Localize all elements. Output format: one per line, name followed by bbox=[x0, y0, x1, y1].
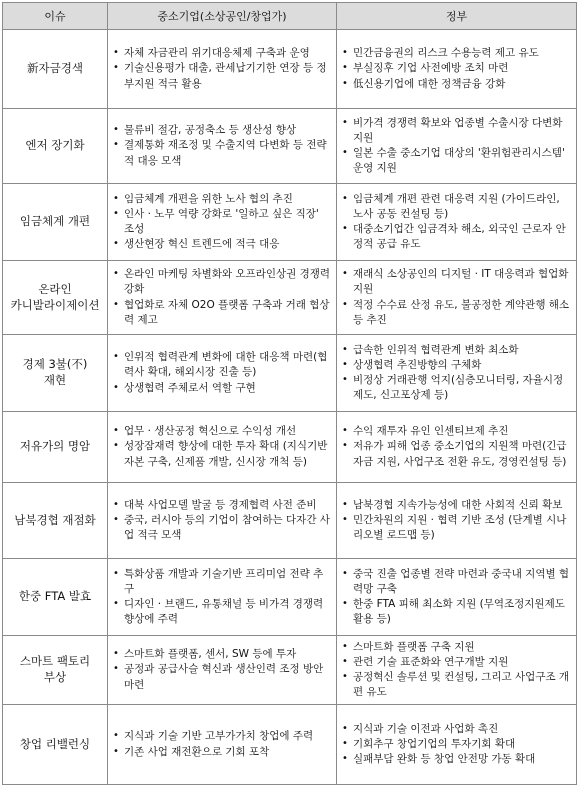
list-item bbox=[112, 267, 332, 297]
table-body bbox=[3, 30, 577, 785]
list-item bbox=[112, 123, 332, 138]
sme-cell bbox=[108, 261, 337, 335]
bullet-icon: • bbox=[342, 298, 348, 310]
bullet-icon: • bbox=[113, 192, 119, 204]
list-item-text: 협업화로 자체 O2O 플랫폼 구축과 거래 협상력 제고 bbox=[124, 298, 330, 326]
list-item-text: 민간차원의 지원 · 협력 기반 조성 (단계별 시나리오별 로드맵 등) bbox=[353, 513, 567, 542]
list-item-text: 온라인 마케팅 차별화와 오프라인상권 경쟁력 강화 bbox=[124, 268, 331, 296]
header-row bbox=[3, 3, 577, 30]
bullet-icon: • bbox=[342, 358, 348, 370]
sme-cell bbox=[108, 335, 337, 412]
bullet-icon: • bbox=[342, 147, 348, 158]
list-item bbox=[341, 722, 572, 737]
bullet-icon: • bbox=[342, 192, 348, 204]
table-row bbox=[3, 483, 577, 559]
list-item bbox=[341, 640, 572, 655]
bullet-icon: • bbox=[342, 440, 348, 452]
list-item bbox=[112, 424, 332, 439]
list-item-text: 자체 자금관리 위기대응체제 구축과 운영 bbox=[124, 47, 310, 60]
list-item-text: 한중 FTA 피해 최소화 지원 (무역조정지원제도 활용 등) bbox=[353, 598, 565, 626]
list-item bbox=[341, 752, 572, 767]
bullet-icon: • bbox=[113, 207, 119, 219]
list-item bbox=[112, 513, 332, 543]
table-row bbox=[3, 335, 577, 412]
bullet-icon: • bbox=[342, 513, 348, 525]
header-issue: 이슈 bbox=[3, 3, 108, 30]
bullet-icon: • bbox=[342, 671, 348, 682]
issue-cell: 엔저 장기화 bbox=[3, 109, 108, 184]
issue-cell: 스마트 팩토리 부상 bbox=[3, 636, 108, 705]
gov-cell bbox=[337, 335, 577, 412]
list-item-text: 적정 수수료 산정 유도, 불공정한 계약관행 해소 등 추진 bbox=[353, 298, 570, 326]
gov-cell bbox=[337, 705, 577, 785]
bullet-icon: • bbox=[342, 655, 348, 667]
issue-cell: 경제 3불(不) 재현 bbox=[3, 335, 108, 412]
bullet-icon: • bbox=[342, 62, 348, 74]
sme-cell bbox=[108, 705, 337, 785]
list-item-text: 수익 재투자 유인 인센티브제 추진 bbox=[353, 425, 509, 438]
list-item-text: 스마트화 플랫폼, 센서, SW 등에 투자 bbox=[124, 648, 297, 661]
list-item-text: 임금체계 개편을 위한 노사 협의 추진 bbox=[124, 192, 293, 205]
bullet-icon: • bbox=[342, 116, 348, 128]
list-item-text: 급속한 인위적 협력관계 변화 최소화 bbox=[353, 343, 519, 356]
list-item-text: 일본 수출 중소기업 대상의 '환위험관리시스템' 운영 지원 bbox=[353, 147, 565, 175]
gov-cell bbox=[337, 636, 577, 705]
gov-list bbox=[341, 424, 572, 470]
list-item-text: 생산현장 혁신 트렌드에 적극 대응 bbox=[124, 238, 280, 251]
header-sme: 중소기업(소상공인/창업가) bbox=[108, 3, 337, 30]
gov-list bbox=[341, 567, 572, 628]
list-item-text: 공정혁신 솔루션 및 컨설팅, 그리고 사업구조 개편 유도 bbox=[353, 671, 570, 699]
list-item-text: 인사 · 노무 역량 강화로 '일하고 싶은 직장' 조성 bbox=[124, 207, 319, 235]
list-item bbox=[341, 267, 572, 297]
list-item bbox=[341, 46, 572, 61]
gov-cell bbox=[337, 412, 577, 483]
bullet-icon: • bbox=[342, 567, 348, 579]
bullet-icon: • bbox=[113, 124, 119, 136]
list-item-text: 상생협력 주체로서 역할 구현 bbox=[124, 381, 256, 394]
list-item bbox=[341, 222, 572, 252]
list-item bbox=[341, 498, 572, 513]
bullet-icon: • bbox=[113, 139, 119, 151]
list-item bbox=[112, 647, 332, 662]
sme-cell bbox=[108, 109, 337, 184]
bullet-icon: • bbox=[113, 567, 119, 579]
list-item bbox=[112, 61, 332, 91]
list-item bbox=[112, 298, 332, 328]
list-item bbox=[341, 567, 572, 597]
gov-list bbox=[341, 343, 572, 404]
sme-list bbox=[112, 350, 332, 396]
list-item bbox=[341, 116, 572, 146]
list-item-text: 남북경협 지속가능성에 대한 사회적 신뢰 확보 bbox=[353, 498, 563, 511]
sme-cell bbox=[108, 636, 337, 705]
gov-list bbox=[341, 722, 572, 768]
table-row bbox=[3, 184, 577, 261]
gov-cell bbox=[337, 184, 577, 261]
list-item-text: 대중소기업간 임금격차 해소, 외국인 근로자 안정적 공급 유도 bbox=[353, 223, 566, 251]
bullet-icon: • bbox=[113, 381, 119, 393]
gov-list bbox=[341, 116, 572, 177]
table-row bbox=[3, 261, 577, 335]
list-item-text: 기존 사업 재전환으로 기회 포착 bbox=[124, 745, 270, 758]
list-item bbox=[112, 567, 332, 597]
list-item-text: 비정상 거래관행 억지(심층모니터링, 자율시정제도, 신고포상제 등) bbox=[353, 374, 564, 402]
list-item bbox=[112, 46, 332, 61]
sme-list bbox=[112, 46, 332, 92]
list-item-text: 성장잠재력 향상에 대한 투자 확대 (지식기반자본 구축, 신제품 개발, 신시장 개척 등) bbox=[124, 440, 328, 468]
sme-cell bbox=[108, 412, 337, 483]
gov-cell bbox=[337, 109, 577, 184]
list-item-text: 대북 사업모델 발굴 등 경제협력 사전 준비 bbox=[124, 498, 317, 511]
list-item-text: 상생협력 추진방향의 구체화 bbox=[353, 358, 482, 371]
list-item bbox=[112, 237, 332, 252]
bullet-icon: • bbox=[113, 498, 119, 510]
bullet-icon: • bbox=[342, 223, 348, 234]
policy-table bbox=[2, 2, 577, 785]
list-item-text: 재래식 소상공인의 디지털 · IT 대응력과 협업화 지원 bbox=[353, 268, 569, 296]
sme-list bbox=[112, 647, 332, 693]
issue-cell: 임금체계 개편 bbox=[3, 184, 108, 261]
bullet-icon: • bbox=[342, 722, 348, 734]
list-item bbox=[112, 439, 332, 469]
bullet-icon: • bbox=[342, 77, 348, 89]
list-item-text: 물류비 절감, 공정축소 등 생산성 향상 bbox=[124, 124, 297, 137]
bullet-icon: • bbox=[113, 425, 119, 437]
list-item bbox=[112, 350, 332, 380]
list-item bbox=[112, 597, 332, 627]
table-row bbox=[3, 30, 577, 109]
list-item bbox=[341, 77, 572, 92]
gov-list bbox=[341, 192, 572, 253]
list-item-text: 부실징후 기업 사전예방 조치 마련 bbox=[353, 62, 509, 75]
sme-cell bbox=[108, 559, 337, 636]
bullet-icon: • bbox=[113, 351, 119, 363]
bullet-icon: • bbox=[113, 62, 119, 74]
issue-cell: 온라인 카니발라이제이션 bbox=[3, 261, 108, 335]
list-item-text: 비가격 경쟁력 확보와 업종별 수출시장 다변화 지원 bbox=[353, 116, 563, 144]
list-item bbox=[112, 381, 332, 396]
list-item bbox=[341, 343, 572, 358]
gov-cell bbox=[337, 483, 577, 559]
list-item bbox=[341, 513, 572, 543]
list-item bbox=[341, 192, 572, 222]
sme-list bbox=[112, 267, 332, 328]
bullet-icon: • bbox=[342, 47, 348, 59]
bullet-icon: • bbox=[113, 648, 119, 660]
gov-list bbox=[341, 46, 572, 92]
list-item bbox=[112, 498, 332, 513]
gov-cell bbox=[337, 30, 577, 109]
list-item-text: 지식과 기술 이전과 사업화 촉진 bbox=[353, 722, 499, 735]
list-item bbox=[341, 597, 572, 627]
list-item bbox=[112, 729, 332, 744]
list-item-text: 업무 · 생산공정 혁신으로 수익성 개선 bbox=[124, 425, 297, 438]
sme-list bbox=[112, 192, 332, 253]
table-row bbox=[3, 559, 577, 636]
gov-list bbox=[341, 498, 572, 544]
list-item bbox=[112, 138, 332, 168]
bullet-icon: • bbox=[113, 745, 119, 757]
list-item-text: 중국 진출 업종별 전략 마련과 중국내 지역별 협력망 구축 bbox=[353, 567, 570, 595]
list-item-text: 중국, 러시아 등의 기업이 참여하는 다자간 사업 적극 모색 bbox=[124, 513, 330, 542]
list-item-text: 공정과 공급사슬 혁신과 생산인력 조정 방안 마련 bbox=[124, 663, 324, 691]
table-row bbox=[3, 636, 577, 705]
list-item-text: 실패부담 완화 등 창업 안전망 가동 확대 bbox=[353, 753, 536, 766]
sme-cell bbox=[108, 483, 337, 559]
issue-cell: 新자금경색 bbox=[3, 30, 108, 109]
list-item bbox=[341, 424, 572, 439]
bullet-icon: • bbox=[342, 374, 348, 385]
sme-cell bbox=[108, 184, 337, 261]
list-item-text: 기술신용평가 대출, 관세납기기한 연장 등 정부지원 적극 활용 bbox=[124, 62, 327, 90]
issue-cell: 창업 리밸런싱 bbox=[3, 705, 108, 785]
list-item-text: 디자인 · 브랜드, 유통채널 등 비가격 경쟁력 향상에 주력 bbox=[124, 598, 324, 626]
bullet-icon: • bbox=[113, 598, 119, 609]
list-item bbox=[341, 298, 572, 328]
list-item-text: 低신용기업에 대한 정책금융 강화 bbox=[353, 77, 506, 90]
list-item-text: 지식과 기술 기반 고부가가치 창업에 주력 bbox=[124, 730, 314, 743]
list-item bbox=[341, 670, 572, 700]
gov-list bbox=[341, 267, 572, 328]
list-item bbox=[341, 737, 572, 752]
bullet-icon: • bbox=[113, 268, 119, 280]
list-item-text: 민간금융권의 리스크 수용능력 제고 유도 bbox=[353, 47, 539, 60]
list-item bbox=[341, 358, 572, 373]
table-row bbox=[3, 412, 577, 483]
list-item bbox=[341, 61, 572, 76]
table-row bbox=[3, 109, 577, 184]
list-item bbox=[341, 439, 572, 469]
list-item-text: 인위적 협력관계 변화에 대한 대응책 마련(협력사 확대, 해외시장 진출 등) bbox=[124, 351, 328, 379]
list-item-text: 기회추구 창업기업의 투자기회 확대 bbox=[353, 737, 516, 750]
sme-list bbox=[112, 424, 332, 470]
header-gov: 정부 bbox=[337, 3, 577, 30]
bullet-icon: • bbox=[342, 753, 348, 765]
issue-cell: 한중 FTA 발효 bbox=[3, 559, 108, 636]
list-item-text: 결제통화 재조정 및 수출지역 다변화 등 전략적 대응 모색 bbox=[124, 139, 327, 167]
list-item bbox=[341, 655, 572, 670]
gov-cell bbox=[337, 261, 577, 335]
gov-cell bbox=[337, 559, 577, 636]
bullet-icon: • bbox=[342, 598, 348, 609]
bullet-icon: • bbox=[342, 425, 348, 437]
gov-list bbox=[341, 640, 572, 701]
list-item-text: 관련 기술 표준화와 연구개발 지원 bbox=[353, 655, 509, 668]
bullet-icon: • bbox=[113, 440, 119, 452]
sme-cell bbox=[108, 30, 337, 109]
bullet-icon: • bbox=[342, 640, 348, 652]
list-item bbox=[112, 207, 332, 237]
list-item bbox=[112, 745, 332, 760]
bullet-icon: • bbox=[342, 343, 348, 355]
bullet-icon: • bbox=[342, 268, 348, 280]
issue-cell: 저유가의 명암 bbox=[3, 412, 108, 483]
bullet-icon: • bbox=[113, 513, 119, 525]
bullet-icon: • bbox=[113, 663, 119, 675]
sme-list bbox=[112, 498, 332, 544]
bullet-icon: • bbox=[113, 730, 119, 742]
issue-cell: 남북경협 재점화 bbox=[3, 483, 108, 559]
sme-list bbox=[112, 567, 332, 628]
bullet-icon: • bbox=[113, 238, 119, 250]
list-item-text: 스마트화 플랫폼 구축 지원 bbox=[353, 640, 475, 653]
list-item bbox=[112, 662, 332, 692]
sme-list bbox=[112, 729, 332, 759]
bullet-icon: • bbox=[113, 47, 119, 59]
list-item-text: 임금체계 개편 관련 대응력 지원 (가이드라인, 노사 공동 컨설팅 등) bbox=[353, 192, 560, 220]
bullet-icon: • bbox=[342, 737, 348, 749]
list-item-text: 특화상품 개발과 기술기반 프리미엄 전략 추구 bbox=[124, 567, 324, 595]
bullet-icon: • bbox=[113, 298, 119, 310]
sme-list bbox=[112, 123, 332, 169]
list-item bbox=[112, 192, 332, 207]
bullet-icon: • bbox=[342, 498, 348, 510]
list-item-text: 저유가 피해 업종 중소기업의 지원책 마련(긴급자금 지원, 사업구조 전환 유도, 경영컨설팅 등) bbox=[353, 440, 567, 468]
table-row bbox=[3, 705, 577, 785]
list-item bbox=[341, 146, 572, 176]
list-item bbox=[341, 373, 572, 403]
